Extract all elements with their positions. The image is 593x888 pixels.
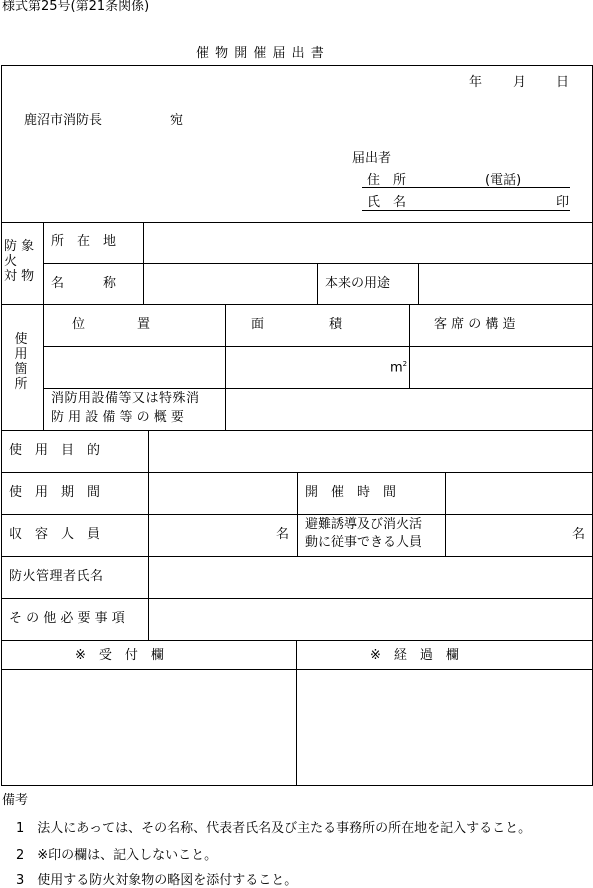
notes-heading: 備考 <box>2 793 29 808</box>
evac-unit: 名 <box>572 527 586 542</box>
label-area: 面 積 <box>251 317 343 332</box>
frame-bottom-right <box>296 785 593 786</box>
label-name: 名 称 <box>51 276 117 291</box>
frame-bottom-left <box>1 785 297 786</box>
addressee-suffix: 宛 <box>170 113 184 128</box>
col-line <box>43 222 44 430</box>
applicant-address-label: 住 所 <box>367 173 407 188</box>
col-line <box>418 263 419 304</box>
target-group-label-mid: 火 <box>4 254 18 269</box>
form-title: 催 物 開 催 届 出 書 <box>196 46 325 61</box>
col-line <box>445 472 446 556</box>
note-item-1: 1 法人にあっては、その名称、代表者氏名及び主たる事務所の所在地を記入すること。 <box>16 821 532 836</box>
label-location: 所 在 地 <box>51 234 117 249</box>
capacity-unit: 名 <box>276 527 290 542</box>
label-position: 位 置 <box>72 317 151 332</box>
target-group-label-bottom: 対 物 <box>4 269 35 284</box>
label-evac-1: 避難誘導及び消火活 <box>305 517 423 532</box>
label-manager: 防火管理者氏名 <box>9 569 104 584</box>
usage-group-label: 使用箇所 <box>14 332 28 392</box>
label-progress: ※ 経 過 欄 <box>370 648 459 663</box>
note-item-3: 3 使用する防火対象物の略図を添付すること。 <box>16 873 298 888</box>
label-other: そ の 他 必 要 事 項 <box>9 611 125 626</box>
label-period: 使 用 期 間 <box>9 485 101 500</box>
applicant-name-line <box>362 210 570 211</box>
date-day: 日 <box>556 75 570 90</box>
label-original-use: 本来の用途 <box>325 276 391 291</box>
row-line <box>1 556 592 557</box>
target-group-label-top: 防 象 <box>4 239 35 254</box>
label-capacity: 収 容 人 員 <box>9 527 101 542</box>
col-line <box>409 304 410 388</box>
applicant-seal: 印 <box>556 195 570 210</box>
applicant-phone-label: (電話) <box>485 173 522 188</box>
label-hours: 開 催 時 間 <box>305 485 397 500</box>
row-line <box>1 598 592 599</box>
row-line <box>1 430 592 431</box>
row-line <box>43 346 592 347</box>
label-reception: ※ 受 付 欄 <box>75 648 164 663</box>
row-line <box>1 304 592 305</box>
label-equipment-2: 防 用 設 備 等 の 概 要 <box>51 410 184 425</box>
row-line <box>43 388 592 389</box>
area-unit: $m^2$ <box>390 360 408 376</box>
applicant-address-line <box>362 187 570 188</box>
col-line <box>296 640 297 785</box>
col-line <box>317 263 318 304</box>
col-line <box>143 222 144 304</box>
form-number: 様式第25号(第21条関係) <box>2 0 150 14</box>
date-month: 月 <box>513 75 527 90</box>
label-seating: 客 席 の 構 造 <box>434 317 516 332</box>
date-year: 年 <box>469 75 483 90</box>
label-equipment-1: 消防用設備等又は特殊消 <box>51 391 200 406</box>
col-line <box>297 472 298 556</box>
col-line <box>225 304 226 430</box>
label-evac-2: 動に従事できる人員 <box>305 535 423 550</box>
label-purpose: 使 用 目 的 <box>9 443 101 458</box>
applicant-name-label: 氏 名 <box>367 195 407 210</box>
applicant-label: 届出者 <box>352 151 392 166</box>
addressee-name: 鹿沼市消防長 <box>24 113 103 128</box>
note-item-2: 2 ※印の欄は、記入しないこと。 <box>16 848 218 863</box>
row-line <box>1 222 592 223</box>
frame-left <box>1 65 2 785</box>
frame-top <box>1 65 592 66</box>
col-line <box>148 430 149 640</box>
